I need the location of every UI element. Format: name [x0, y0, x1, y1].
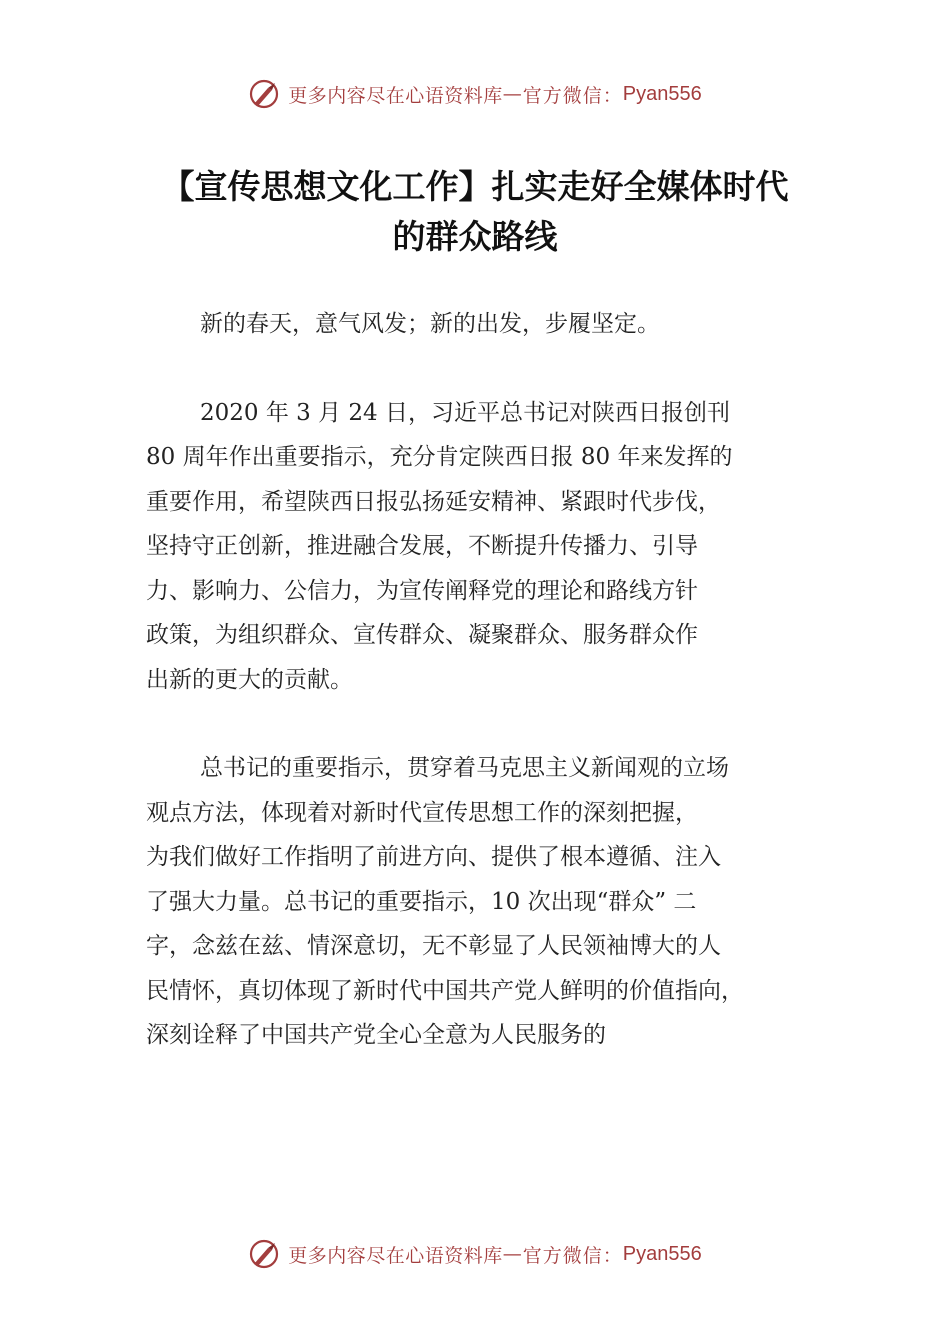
paragraph-line: 新的春天，意气风发；新的出发，步履坚定。 — [200, 311, 660, 337]
paragraph-line: 民情怀，真切体现了新时代中国共产党人鲜明的价值指向， — [146, 977, 744, 1004]
title-line-2: 的群众路线 — [392, 217, 558, 256]
paragraph-line: 政策，为组织群众、宣传群众、凝聚群众、服务群众作 — [146, 622, 698, 648]
paragraph-line: 80 周年作出重要指示，充分肯定陕西日报 80 年来发挥的 — [146, 444, 733, 470]
paragraph-line: 出新的更大的贡献。 — [146, 666, 353, 693]
paragraph-line: 2020 年 3 月 24 日，习近平总书记对陕西日报创刊 — [200, 399, 730, 426]
footer-wechat-id: Pyan556 — [622, 1242, 702, 1265]
footer-dash: — — [502, 1243, 523, 1265]
paragraph-line: 力、影响力、公信力，为宣传阐释党的理论和路线方针 — [146, 577, 698, 604]
header-brand-text: 更多内容尽在心语资料库 — [288, 84, 503, 107]
paragraph-line: 字，念兹在兹、情深意切，无不彰显了人民领袖博大的人 — [146, 933, 721, 959]
paragraph-line: 深刻诠释了中国共产党全心全意为人民服务的 — [146, 1022, 606, 1048]
header-dash: — — [502, 83, 523, 105]
paragraph-line: 为我们做好工作指明了前进方向、提供了根本遵循、注入 — [146, 844, 721, 870]
document-title — [100, 162, 850, 262]
pen-nib-logo-icon — [248, 1238, 280, 1270]
footer-brand-text: 更多内容尽在心语资料库 — [288, 1244, 503, 1267]
title-line-1: 【宣传思想文化工作】扎实走好全媒体时代 — [161, 167, 789, 206]
paragraph-line: 了强大力量。总书记的重要指示，10 次出现“群众” 二 — [146, 888, 697, 915]
footer-wechat-label: 官方微信： — [522, 1244, 623, 1267]
paragraph-1 — [146, 302, 836, 347]
pen-nib-logo-icon — [248, 78, 280, 110]
paragraph-2 — [146, 391, 836, 703]
page-header-watermark — [0, 74, 950, 114]
paragraph-line: 重要作用，希望陕西日报弘扬延安精神、紧跟时代步伐， — [146, 488, 721, 515]
paragraph-line: 坚持守正创新，推进融合发展，不断提升传播力、引导 — [146, 533, 698, 559]
header-wechat-id: Pyan556 — [622, 82, 702, 105]
header-wechat-label: 官方微信： — [522, 84, 623, 107]
paragraph-line: 总书记的重要指示，贯穿着马克思主义新闻观的立场 — [200, 755, 729, 781]
paragraph-line: 观点方法，体现着对新时代宣传思想工作的深刻把握， — [146, 799, 698, 826]
paragraph-3 — [146, 746, 836, 1058]
document-body — [146, 302, 836, 1058]
page-footer-watermark — [0, 1234, 950, 1274]
